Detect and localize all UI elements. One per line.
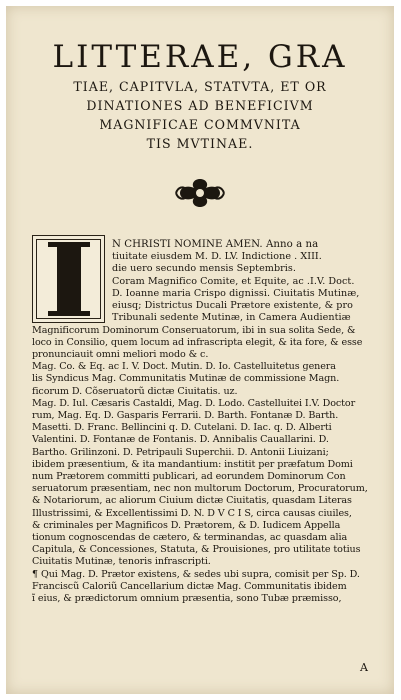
text-line: tionum cognoscendas de cætero, & terminandas, ac quasdam alia (32, 532, 348, 543)
text-line: N CHRISTI NOMINE AMEN. Anno a na (112, 239, 319, 250)
text-line: Valentini. D. Fontanæ de Fontanis. D. Annibalis Cauallarini. D. (32, 434, 329, 445)
text-line: lis Syndicus Mag. Communitatis Mutinæ de commissione Magn. (32, 373, 340, 384)
text-line: Bartho. Grilinzoni. D. Petripauli Superchii. D. Antonii Liuizani; (32, 447, 329, 458)
text-line: Masetti. D. Franc. Bellincini q. D. Cutelani. D. Iac. q. D. Alberti (32, 422, 332, 433)
text-line: Capitula, & Concessiones, Statuta, & Prouisiones, pro utilitate totius (32, 544, 361, 555)
text-line: Illustrissimi, & Excellentissimi D. N. D V C I S, circa causas ciuiles, (32, 508, 352, 519)
text-line: & Notariorum, ac aliorum Ciuium dictæ Ciuitatis, quasdam Literas (32, 495, 352, 506)
text-line: D. Ioanne maria Crispo dignissi. Ciuitatis Mutinæ, (112, 288, 360, 299)
title-line-2: TIAE, CAPITVLA, STATVTA, ET OR (73, 79, 327, 94)
text-line: Tribunali sedente Mutinæ, in Camera Audientiæ (112, 312, 351, 323)
text-line: ¶ Qui Mag. D. Prætor existens, & sedes ubi supra, comisit per Sp. D. (32, 569, 360, 580)
catchword: A (360, 661, 368, 674)
text-line: eiusq; Districtus Ducali Prætore existente, & pro (112, 300, 353, 311)
text-line: ficorum D. Cõseruatorũ dictæ Ciuitatis. uz. (32, 386, 238, 397)
text-line: Coram Magnifico Comite, et Equite, ac .I.V. Doct. (112, 276, 355, 287)
text-line: Mag. Co. & Eq. ac I. V. Doct. Mutin. D. Io. Castelluitetus genera (32, 361, 336, 372)
text-line: tiuitate eiusdem M. D. LV. Indictione . XIII. (112, 251, 322, 262)
text-line: Mag. D. Iul. Cæsaris Castaldi, Mag. D. Lodo. Castelluitei I.V. Doctor (32, 398, 356, 409)
text-line: rum, Mag. Eq. D. Gasparis Ferrarii. D. Barth. Fontanæ D. Barth. (32, 410, 339, 421)
text-line: Franciscũ Caloriũ Cancellarium dictæ Mag. Communitatis ibidem (32, 581, 347, 592)
text-line: ibidem præsentium, & ita mandantium: institit per præfatum Domi (32, 459, 353, 470)
body-text (6, 6, 394, 694)
text-line: Ciuitatis Mutinæ, tenoris infrascripti. (32, 556, 211, 567)
document-page (6, 6, 394, 694)
text-line: num Prætorem committi publicari, ad eorundem Dominorum Con (32, 471, 346, 482)
text-line: loco in Consilio, quem locum ad infrascripta elegit, & ita fore, & esse (32, 337, 363, 348)
title-line-4: MAGNIFICAE COMMVNITA (99, 117, 301, 132)
text-line: pronunciauit omni meliori modo & c. (32, 349, 209, 360)
text-line: Magnificorum Dominorum Conseruatorum, ibi in sua solita Sede, & (32, 325, 356, 336)
text-line: ĩ eius, & prædictorum omnium præsentia, sono Tubæ præmisso, (32, 593, 342, 604)
text-line: & criminales per Magnificos D. Prætorem, & D. Iudicem Appella (32, 520, 341, 531)
title-line-3: DINATIONES AD BENEFICIVM (86, 98, 314, 113)
text-line: die uero secundo mensis Septembris. (112, 263, 296, 274)
title-line-1: LITTERAE, GRA (52, 39, 348, 75)
title-line-5: TIS MVTINAE. (146, 136, 254, 151)
text-line: seruatorum præsentiam, nec non multorum Doctorum, Procuratorum, (32, 483, 368, 494)
